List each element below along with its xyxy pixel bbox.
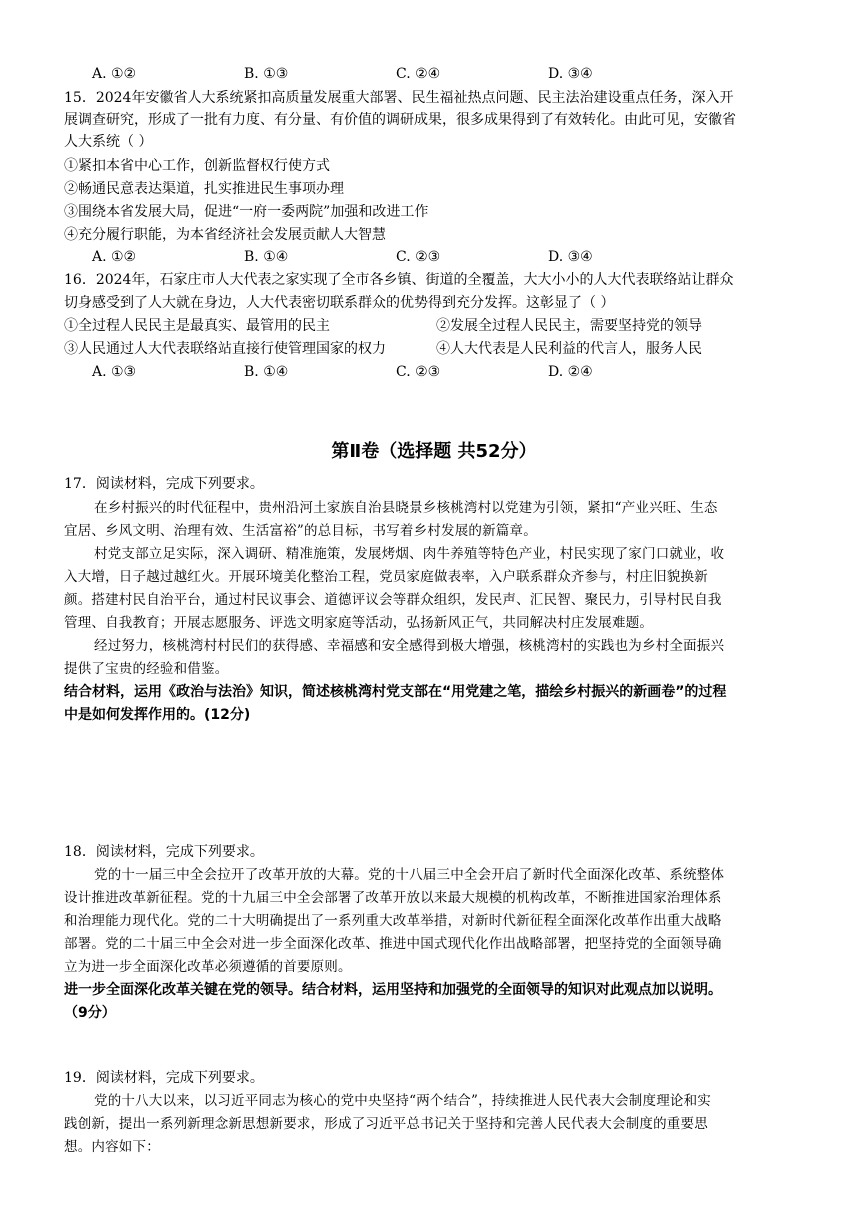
option-c: C. ②③ (396, 249, 441, 265)
q17-material-2: 宜居、乡风文明、治理有效、生活富裕”的总目标，书写着乡村发展的新篇章。 (64, 523, 537, 539)
option-d: D. ③④ (548, 249, 593, 265)
q18-material-2: 设计推进改革新征程。党的十九届三中全会部署了改革开放以来最大规模的机构改革，不断推进国家治理体系 (64, 890, 722, 906)
option-b: B. ①③ (244, 66, 289, 82)
q17-task-2: 中是如何发挥作用的。(12分) (64, 707, 251, 723)
q15-item-3: ③围绕本省发展大局，促进“一府一委两院”加强和改进工作 (64, 204, 429, 220)
option-b: B. ①④ (244, 249, 289, 265)
option-c: C. ②④ (396, 66, 441, 82)
q19-head: 19．阅读材料，完成下列要求。 (64, 1070, 264, 1086)
option-a: A. ①③ (92, 364, 137, 380)
q18-task-1: 进一步全面深化改革关键在党的领导。结合材料，运用坚持和加强党的全面领导的知识对此观点加以说明。 (64, 982, 722, 998)
option-d: D. ③④ (548, 66, 593, 82)
q16-stem-1: 16．2024年，石家庄市人大代表之家实现了全市各乡镇、街道的全覆盖，大大小小的人大代表联络站让群众 (64, 272, 734, 288)
q19-material-3: 想。内容如下： (64, 1139, 160, 1155)
section-title: 第Ⅱ卷（选择题 共52分） (331, 441, 537, 462)
option-c: C. ②③ (396, 364, 441, 380)
q17-task-1: 结合材料，运用《政治与法治》知识，简述核桃湾村党支部在“用党建之笔，描绘乡村振兴的新画卷”的过程 (64, 684, 727, 700)
q17-material-8: 提供了宝贵的经验和借鉴。 (64, 661, 229, 677)
q18-material-5: 立为进一步全面深化改革必须遵循的首要原则。 (64, 959, 352, 975)
q15-stem-1: 15．2024年安徽省人大系统紧扣高质量发展重大部署、民生福祉热点问题、民主法治建设重点任务，深入开 (64, 90, 734, 106)
q16-item-2: ②发展全过程人民民主，需要坚持党的领导 (436, 318, 702, 334)
q18-material-4: 部署。党的二十届三中全会对进一步全面深化改革、推进中国式现代化作出战略部署，把坚持党的全面领导确 (64, 936, 722, 952)
option-a: A. ①② (92, 66, 137, 82)
q15-item-2: ②畅通民意表达渠道，扎实推进民生事项办理 (64, 181, 344, 197)
q15-stem-3: 人大系统（ ） (64, 134, 153, 150)
q18-head: 18．阅读材料，完成下列要求。 (64, 844, 264, 860)
q17-material-3: 村党支部立足实际，深入调研、精准施策，发展烤烟、肉牛养殖等特色产业，村民实现了家门口就业，收 (94, 546, 725, 562)
option-a: A. ①② (92, 249, 137, 265)
q16-item-4: ④人大代表是人民利益的代言人，服务人民 (436, 341, 702, 357)
q18-material-3: 和治理能力现代化。党的二十大明确提出了一系列重大改革举措，对新时代新征程全面深化改革作出重大战略 (64, 913, 722, 929)
q16-item-3: ③人民通过人大代表联络站直接行使管理国家的权力 (64, 341, 386, 357)
q15-stem-2: 展调查研究，形成了一批有力度、有分量、有价值的调研成果，很多成果得到了有效转化。由此可见，安徽省 (64, 112, 736, 128)
q18-task-2: （9分） (64, 1005, 116, 1021)
q15-item-4: ④充分履行职能，为本省经济社会发展贡献人大智慧 (64, 227, 386, 243)
q14-options (92, 64, 700, 84)
q16-item-1: ①全过程人民民主是最真实、最管用的民主 (64, 318, 330, 334)
q19-material-1: 党的十八大以来，以习近平同志为核心的党中央坚持“两个结合”，持续推进人民代表大会制度理论和实 (94, 1093, 712, 1109)
q15-options (92, 247, 700, 267)
q16-stem-2: 切身感受到了人大就在身边，人大代表密切联系群众的优势得到充分发挥。这彰显了（ ） (64, 295, 615, 311)
q17-material-5: 颜。搭建村民自治平台，通过村民议事会、道德评议会等群众组织，发民声、汇民智、聚民力，引导村民自我 (64, 592, 722, 608)
q16-options (92, 362, 700, 382)
q18-material-1: 党的十一届三中全会拉开了改革开放的大幕。党的十八届三中全会开启了新时代全面深化改革、系统整体 (94, 867, 725, 883)
q17-material-6: 管理、自我教育；开展志愿服务、评选文明家庭等活动，弘扬新风正气，共同解决村庄发展难题。 (64, 615, 654, 631)
q17-material-1: 在乡村振兴的时代征程中，贵州沿河土家族自治县晓景乡核桃湾村以党建为引领，紧扣“产业兴旺、生态 (94, 500, 718, 516)
option-d: D. ②④ (548, 364, 593, 380)
q15-item-1: ①紧扣本省中心工作，创新监督权行使方式 (64, 158, 330, 174)
option-b: B. ①④ (244, 364, 289, 380)
q17-head: 17．阅读材料，完成下列要求。 (64, 476, 264, 492)
q17-material-4: 入大增，日子越过越红火。开展环境美化整治工程，党员家庭做表率，入户联系群众齐参与，村庄旧貌换新 (64, 569, 708, 585)
q17-material-7: 经过努力，核桃湾村村民们的获得感、幸福感和安全感得到极大增强，核桃湾村的实践也为乡村全面振兴 (94, 638, 725, 654)
q19-material-2: 践创新，提出一系列新理念新思想新要求，形成了习近平总书记关于坚持和完善人民代表大会制度的重要思 (64, 1116, 708, 1132)
